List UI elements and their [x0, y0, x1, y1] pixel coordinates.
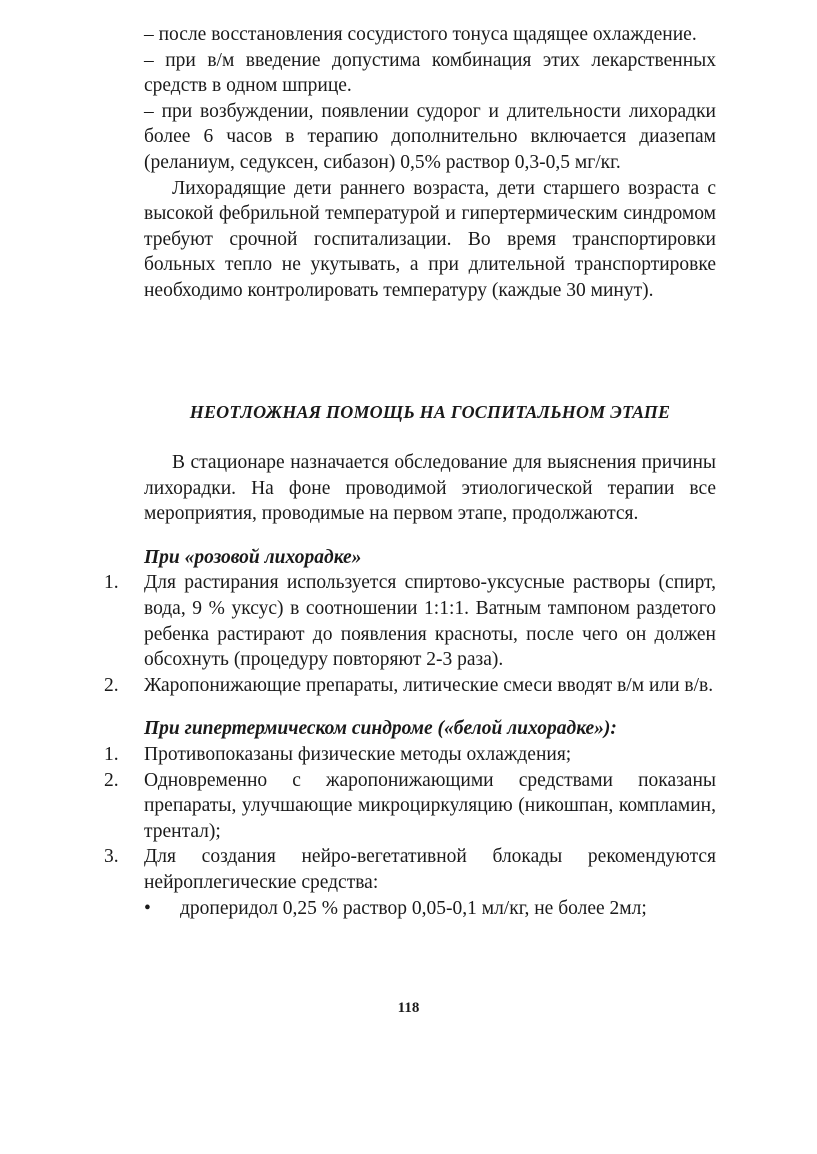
hyperthermic-list [104, 742, 716, 896]
bullet-text: дроперидол 0,25 % раствор 0,05-0,1 мл/кг, не более 2мл; [180, 897, 647, 919]
pink-fever-title: При «розовой лихорадке» [144, 546, 362, 568]
list-number: 1. [104, 572, 119, 594]
hyperthermic-title: При гипертермическом синдроме («белой лихорадке»): [144, 718, 617, 740]
paragraph: – после восстановления сосудистого тонуса щадящее охлаждение. [144, 24, 697, 45]
list-text: Для растирания используется спиртово-уксусные растворы (спирт, вода, 9 % уксус) в соотношении 1:1:1. Ватным тампоном раздетого ребенка растирают до появления красноты, после чего он должен обсохнуть (процедуру повторяют 2-3 раза). [144, 572, 716, 671]
intro-paragraph: В стационаре назначается обследование для выяснения причины лихорадки. На фоне проводимой этиологической терапии все мероприятия, проводимые на первом этапе, продолжаются. [144, 452, 716, 525]
bullet-dot-icon: • [144, 897, 151, 919]
paragraph: Лихорадящие дети раннего возраста, дети старшего возраста с высокой фебрильной температурой и гипертермическим синдромом требуют срочной госпитализации. Во время транспортировки больных тепло не укутывать, а при длительной транспортировке необходимо контролировать температуру (каждые 30 минут). [144, 177, 716, 301]
main-text-block [104, 450, 716, 921]
list-item [104, 570, 716, 672]
bullet-item [144, 896, 716, 922]
list-item [104, 742, 716, 768]
list-text: Для создания нейро-вегетативной блокады рекомендуются нейроплегические средства: [144, 846, 716, 893]
list-item [104, 844, 716, 895]
list-item [104, 768, 716, 845]
paragraph: – при возбуждении, появлении судорог и длительности лихорадки более 6 часов в терапию дополнительно включается диазепам (реланиум, седуксен, сибазон) 0,5% раствор 0,3-0,5 мг/кг. [144, 100, 716, 173]
list-number: 1. [104, 743, 119, 765]
section-heading: НЕОТЛОЖНАЯ ПОМОЩЬ НА ГОСПИТАЛЬНОМ ЭТАПЕ [189, 402, 671, 422]
list-text: Жаропонижающие препараты, литические смеси вводят в/м или в/в. [144, 674, 714, 696]
list-number: 3. [104, 846, 119, 868]
pink-fever-list [104, 570, 716, 698]
list-text: Противопоказаны физические методы охлаждения; [144, 743, 572, 765]
page-number: 118 [397, 1000, 420, 1016]
paragraph: – при в/м введение допустима комбинация этих лекарственных средств в одном шприце. [144, 49, 716, 97]
list-item [104, 673, 716, 699]
list-number: 2. [104, 674, 119, 696]
list-number: 2. [104, 769, 119, 791]
list-text: Одновременно с жаропонижающими средствами показаны препараты, улучшающие микроциркуляцию (никошпан, компламин, трентал); [144, 769, 716, 842]
top-text-block [144, 22, 716, 304]
